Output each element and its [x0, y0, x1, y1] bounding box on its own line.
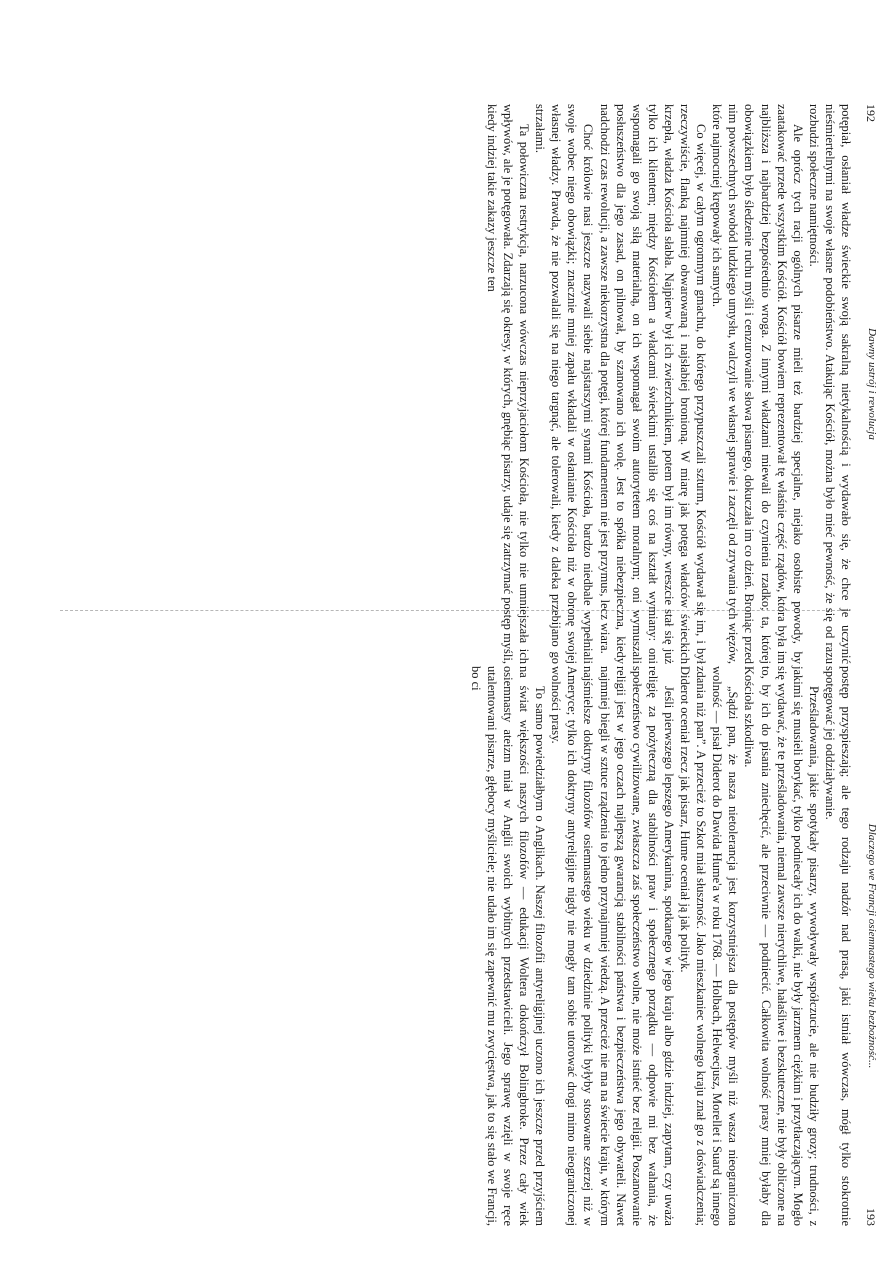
right-paragraph: Prześladowania, jakie spotykały pisarzy, wywoływały współczucie, ale nie budziły grozy; trudności, z jakimi się musieli borykać, tylko podniecały ich do walki, nie były jarzmem ciężkim i przytłaczającym. Mogło się wydawać, że te prześladowania, niemal zawsze nierychliwe, hałaśliwe i bezskuteczne, nie były obliczone na to, by ich do pisania zniechęcić, ale przeciwnie — podniecić. Całkowita wolność prasy mniej byłaby dla Kościoła szkodliwa. [742, 666, 821, 1226]
right-page [433, 666, 878, 1226]
left-page-header [862, 104, 878, 664]
left-paragraph: Co więcej, w całym ogromnym gmachu, do którego przypuszczali szturm, Kościół wydawał się im, i był rzeczywiście, flanką najmniej obwarowaną i najsłabiej bronioną. W miarę jak potęga władców świeckich krzepła, władza Kościoła słabła. Najpierw był ich zwierzchnikiem, potem był im równy, wreszcie stał się już tylko ich klientem; między Kościołem a władcami świeckimi ustaliło się coś na kształt wymiany: oni wspomagali go swoją siłą materialną, on ich wspomagał swoim autorytetem moralnym; oni wymuszali posłuszeństwo dla jego zasad, on pilnował, by szanowano ich wolę. Jest to spółka niebezpieczna, kiedy nadchodzi czas rewolucji, a zawsze niekorzystna dla potęgi, której fundamentem nie jest przymus, lecz wiara. [597, 104, 709, 664]
right-paragraph: postęp przyspieszają; ale tego rodzaju nadzór nad prasą, jaki istniał wówczas, mógł tylko stokrotnie spotęgować jej oddziaływanie. [822, 666, 853, 1226]
left-paragraph: Ale oprócz tych racji ogólnych pisarze mieli też bardziej specjalne, niejako osobiste powody, by zaatakować przede wszystkim Kościół. Kościół bowiem reprezentował tę właśnie część rządów, która była im najbliższa i najbardziej bezpośrednio wroga. Z innymi władzami miewali do czynienia rzadko; ta, której obowiązkiem było śledzenie ruchu myśli i cenzurowanie słowa pisanego, dokuczała im co dzień. Broniąc przed nim powszechnych swobód ludzkiego umysłu, walczyli we własnej sprawie i zaczęli od zrywania tych więzów, które najmocniej krępowały ich samych. [710, 104, 805, 664]
right-running-head: Dlaczego we Francji osiemnastego wieku bezbożność... [866, 823, 878, 1069]
left-page-number: 192 [864, 104, 878, 122]
right-page-header [862, 666, 878, 1226]
left-paragraph: Choć królowie nasi jeszcze nazywali siebie najstarszymi synami Kościoła, bardzo niedbale wypełniali swoje wobec niego obowiązki; znacznie mniej zapału wkładali w osłanianie Kościoła niż w obronę swojej własnej władzy. Prawda, że nie pozwalali się na niego targnąć, ale tolerowali, kiedy z daleka przebijano go strzałami. [533, 104, 596, 664]
left-paragraph: Ta połowiczna restrykcja, narzucona wówczas nieprzyjaciołom Kościoła, nie tylko nie umniejszała ich wpływów, ale je potęgowała. Zdarzają się okresy, w których, gnębiąc pisarzy, udaje się zatrzymać postęp myśli, kiedy indziej takie zakazy jeszcze ten [484, 104, 532, 664]
right-paragraph: Jeśli pierwszego lepszego Amerykanina, spotkanego w jego kraju albo gdzie indziej, zapytam, czy uważa religię za pożyteczną dla stabilności praw i społecznego porządku — odpowie mi bez wahania, że społeczeństwo cywilizowane, zwłaszcza zaś społeczeństwo wolne, nie może istnieć bez religii. Poszanowanie religii jest w jego oczach najlepszą gwarancją stabilności państwa i bezpieczeństwa jego obywateli. Nawet najmniej biegli w sztuce rządzenia to jedno przynajmniej wiedzą. A przecież nie ma na świecie kraju, w którym najśmielsze doktryny filozofów osiemnastego wieku w dziedzinie polityki byłyby stosowane szerzej niż w Ameryce; tylko ich doktryny antyreligijne nigdy nie mogły tam sobie utorować drogi mimo nieograniczonej wolności prasy. [549, 666, 676, 1226]
left-paragraph: potępiał, osłaniał władze świeckie swoją sakralną nietykalnością i wydawało się, że chce je uczynić nieśmiertelnymi na swoje własne podobieństwo. Atakując Kościół, można było mieć pewność, że się od razu rozbudzi społeczne namiętności. [806, 104, 853, 664]
right-paragraph: „Sądzi pan, że nasza nietolerancja jest korzystniejsza dla postępów myśli niż wasza nieograniczona wolność — pisał Diderot do Dawida Hume'a w roku 1768. — Holbach, Helwecjusz, Morellet i Suard są innego zdania niż pan”. A przecież to Szkot miał słuszność. Jako mieszkaniec wolnego kraju znał go z doświadczenia; Diderot oceniał rzecz jak pisarz, Hume oceniał ją jak polityk. [678, 666, 741, 1226]
left-page [433, 104, 878, 664]
right-page-number: 193 [864, 1208, 878, 1226]
left-running-head: Dawny ustrój i rewolucja [866, 328, 878, 440]
right-paragraph: To samo powiedziałbym o Anglikach. Naszej filozofii antyreligijnej uczono ich jeszcze przed przyjściem na świat większości naszych filozofów — edukacji Woltera dokończył Bolingbroke. Przez cały wiek osiemnasty ateizm miał w Anglii swoich wybitnych przedstawicieli. Jego sprawę wzięli w swoje ręce utalentowani pisarze, głębocy myśliciele; nie udało im się zapewnić mu zwycięstwa, jak to się stało we Francji, bo ci [468, 666, 548, 1226]
